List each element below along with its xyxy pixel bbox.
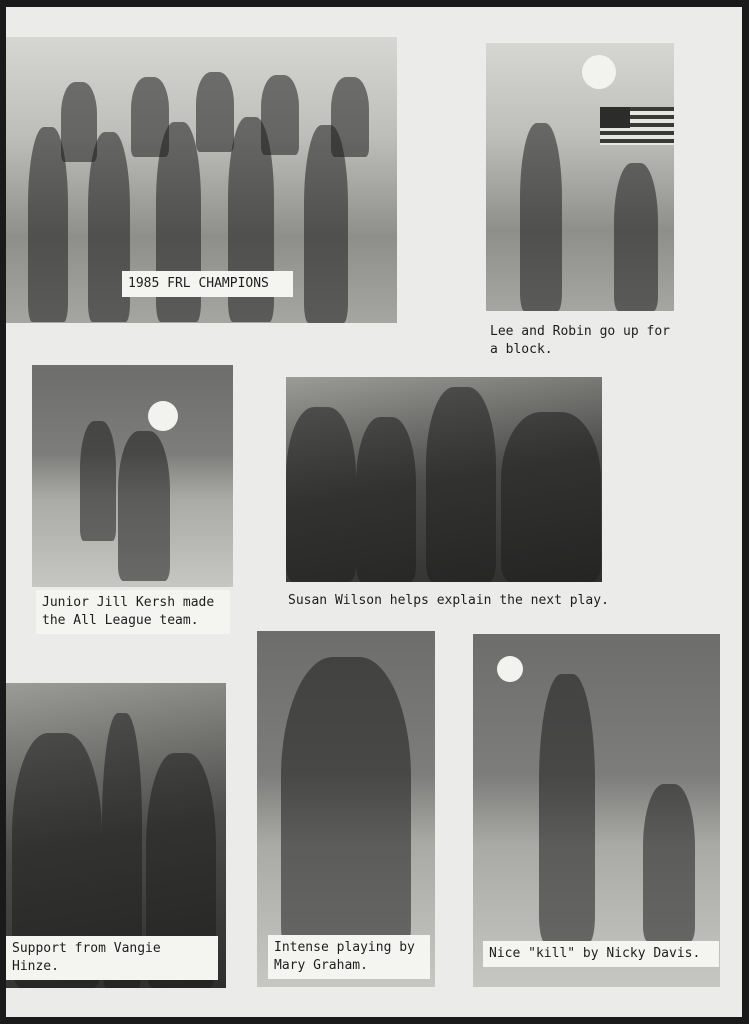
caption-wilson: Susan Wilson helps explain the next play. — [288, 593, 609, 608]
caption-block: Lee and Robin go up for a block. — [490, 324, 671, 357]
graham-photo — [257, 631, 435, 987]
davis-photo — [473, 634, 720, 987]
caption-graham: Intense playing by Mary Graham. — [268, 935, 430, 979]
caption-kersh: Junior Jill Kersh made the All League team. — [36, 590, 230, 634]
yearbook-page — [6, 7, 742, 1017]
kersh-photo — [32, 365, 233, 587]
caption-davis: Nice "kill" by Nicky Davis. — [483, 941, 719, 967]
wilson-photo — [286, 377, 602, 582]
block-photo — [486, 43, 674, 311]
caption-hinze: Support from Vangie Hinze. — [6, 936, 218, 980]
caption-champions: 1985 FRL CHAMPIONS — [122, 271, 293, 297]
